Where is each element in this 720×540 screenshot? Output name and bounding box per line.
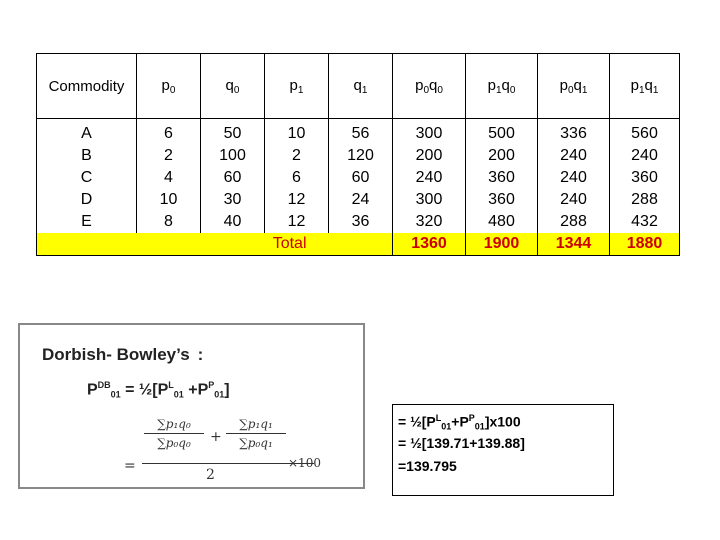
dorbish-bowley-formula-box [18,323,365,489]
cell-q1: 24 [329,189,393,211]
cell-p0q0: 240 [393,167,466,189]
formula-fraction-laspeyres: ∑p₁q₀ ∑p₀q₀ [144,417,204,450]
formula-heading: Dorbish- Bowley’s : [42,345,204,364]
cell-q1: 120 [329,145,393,167]
result-line-2: = ½[139.71+139.88] [398,435,525,451]
formula-equals: = [124,458,136,474]
cell-commodity: D [37,189,137,211]
cell-p0q1: 240 [538,167,610,189]
formula-fraction-paasche: ∑p₁q₁ ∑p₀q₁ [226,417,286,450]
result-line-1: = $\frac{1}{2}[P^L_{01}+P^P_{01}]x100$ [398,413,521,432]
cell-p1q1: 432 [610,211,680,233]
cell-q0: 100 [201,145,265,167]
total-p0q0: 1360 [393,233,466,256]
cell-q1: 36 [329,211,393,233]
table-row [37,145,680,167]
cell-p0q1: 240 [538,189,610,211]
cell-q0: 60 [201,167,265,189]
cell-p0: 2 [137,145,201,167]
cell-p1q1: 560 [610,119,680,146]
header-p1q1: $p_1q_1$ [610,54,680,119]
table-row [37,119,680,146]
table-row [37,167,680,189]
cell-p0q0: 320 [393,211,466,233]
cell-p0q0: 300 [393,189,466,211]
cell-q1: 60 [329,167,393,189]
formula-plus: + [210,429,222,445]
cell-commodity: A [37,119,137,146]
cell-p1q0: 360 [466,167,538,189]
cell-q0: 30 [201,189,265,211]
cell-p1: 2 [265,145,329,167]
cell-p0q0: 300 [393,119,466,146]
cell-p0q1: 336 [538,119,610,146]
total-spacer [329,233,393,256]
cell-p0q1: 288 [538,211,610,233]
cell-p1: 12 [265,211,329,233]
header-p1q0: $p_1q_0$ [466,54,538,119]
cell-p1q1: 240 [610,145,680,167]
cell-p0: 8 [137,211,201,233]
cell-p1q0: 200 [466,145,538,167]
total-label: Total [37,233,329,256]
cell-q0: 40 [201,211,265,233]
header-p1: $p_1$ [265,54,329,119]
total-p1q1: 1880 [610,233,680,256]
cell-p0: 10 [137,189,201,211]
cell-q0: 50 [201,119,265,146]
cell-q1: 56 [329,119,393,146]
cell-p0: 6 [137,119,201,146]
header-p0q1: $p_0q_1$ [538,54,610,119]
index-number-table [36,53,680,256]
header-p0: $p_0$ [137,54,201,119]
table-header-row [37,54,680,119]
header-q0: $q_0$ [201,54,265,119]
header-p0q0: $p_0q_0$ [393,54,466,119]
table-row [37,211,680,233]
cell-commodity: E [37,211,137,233]
formula-divisor: 2 [206,467,215,483]
cell-commodity: C [37,167,137,189]
cell-p1q0: 480 [466,211,538,233]
formula-times-100: ×100 [288,456,321,470]
table-row [37,189,680,211]
formula-definition: $P^{DB}_{01}$ = $\frac{1}{2}[P^L_{01} +P^P_{01}]$ [87,380,230,400]
total-p1q0: 1900 [466,233,538,256]
cell-commodity: B [37,145,137,167]
result-calculation-box [392,404,614,496]
header-q1: $q_1$ [329,54,393,119]
result-line-3: =139.795 [398,458,457,474]
cell-p1q1: 288 [610,189,680,211]
cell-p1: 10 [265,119,329,146]
total-row [37,233,680,256]
cell-p1q0: 500 [466,119,538,146]
cell-p0: 4 [137,167,201,189]
cell-p1: 12 [265,189,329,211]
cell-p0q0: 200 [393,145,466,167]
cell-p1: 6 [265,167,329,189]
cell-p1q0: 360 [466,189,538,211]
cell-p0q1: 240 [538,145,610,167]
header-commodity: Commodity [37,54,137,119]
total-p0q1: 1344 [538,233,610,256]
cell-p1q1: 360 [610,167,680,189]
